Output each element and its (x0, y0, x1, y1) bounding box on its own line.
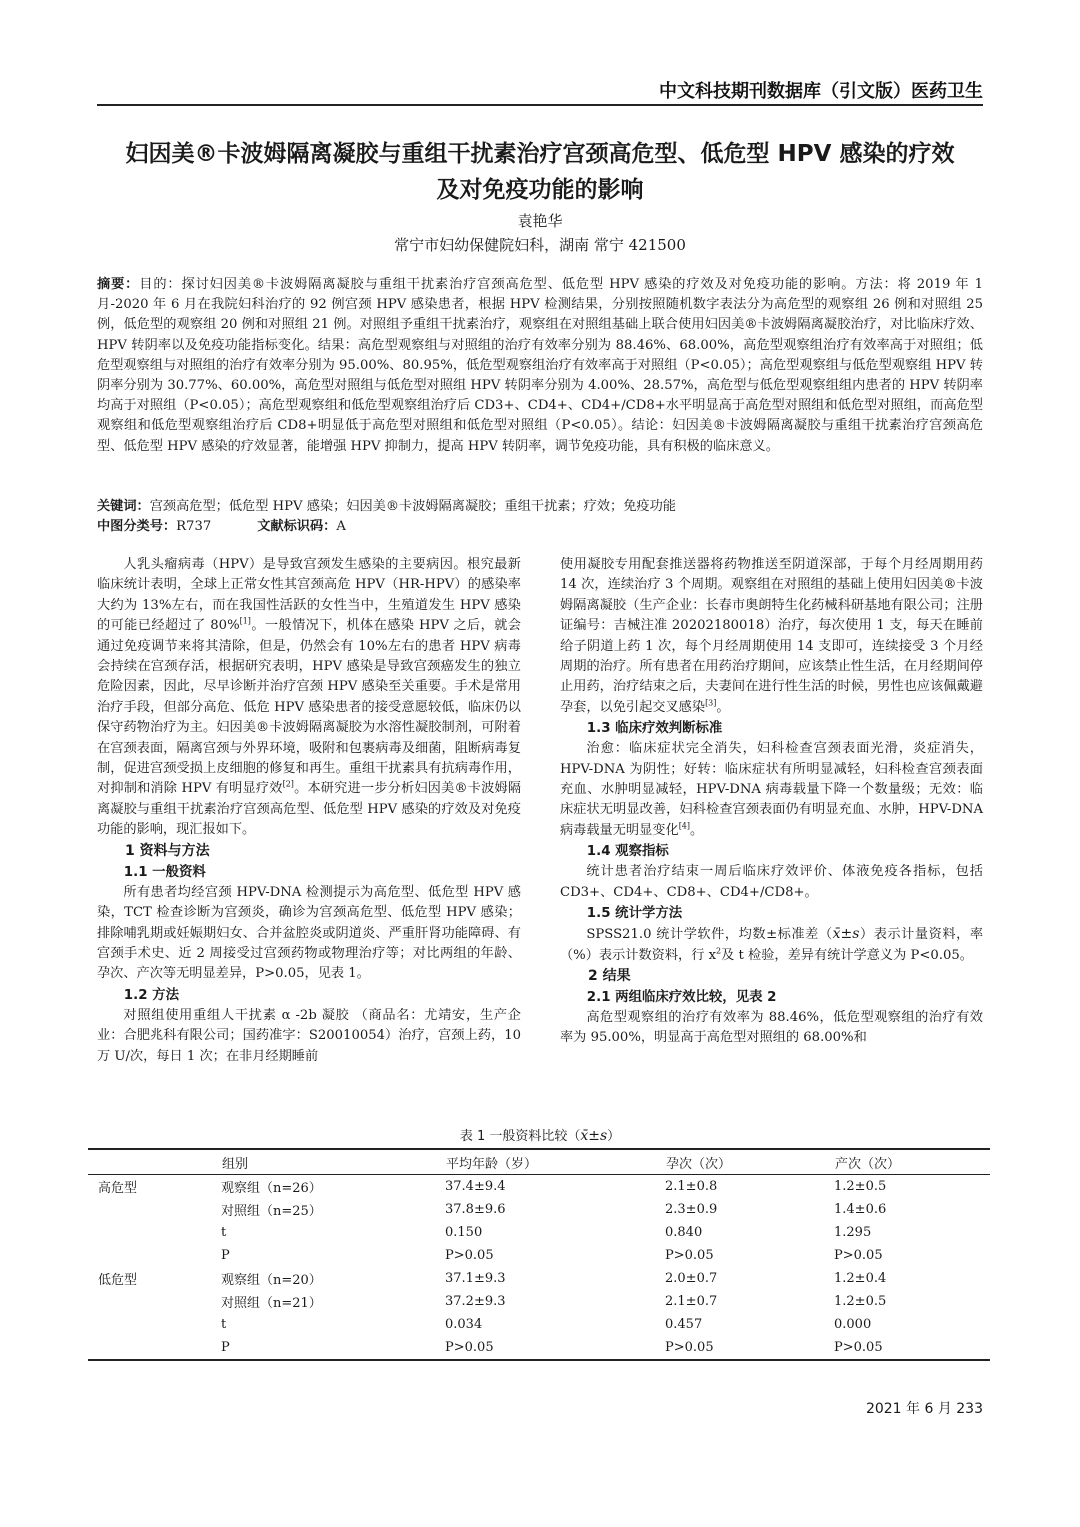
table-row: P P>0.05 P>0.05 P>0.05 (88, 1336, 990, 1360)
table-header (88, 1149, 221, 1175)
paragraph: 治愈：临床症状完全消失，妇科检查宫颈表面光滑，炎症消失，HPV-DNA 为阴性；好转：临床症状有所明显减轻，妇科检查宫颈表面充血、水肿明显减轻，HPV-DNA 病毒载量下降一个数量级；无效：临床症状无明显改善，妇科检查宫颈表面仍有明显充血、水肿，HPV-DNA 病毒载量无明显变化[4]。 (560, 741, 983, 838)
abstract-text: 目的：探讨妇因美®卡波姆隔离凝胶与重组干扰素治疗宫颈高危型、低危型 HPV 感染的疗效及对免疫功能的影响。方法：将 2019 年 1 月-2020 年 6 月在我院妇科治疗的 92 例宫颈 HPV 感染患者，根据 HPV 检测结果，分别按照随机数字表法分为高危型的观察组 26 例和对照组 25 例，低危型的观察组 20 例和对照组 21 例。对照组予重组干扰素治疗，观察组在对照组基础上联合使用妇因美®卡波姆隔离凝胶治疗，对比临床疗效、HPV 转阴率以及免疫功能指标变化。结果：高危型观察组与对照组的治疗有效率分别为 88.46%、68.00%，高危型观察组治疗有效率高于对照组；低危型观察组与对照组的治疗有效率分别为 95.00%、80.95%，低危型观察组治疗有效率高于对照组（P<0.05）；高危型观察组与低危型观察组 HPV 转阴率分别为 30.77%、60.00%，高危型对照组与低危型对照组 HPV 转阴率分别为 4.00%、28.57%，高危型与低危型观察组组内患者的 HPV 转阴率均高于对照组（P<0.05）；高危型观察组和低危型观察组治疗后 CD3+、CD4+、CD4+/CD8+水平明显高于高危型对照组和低危型对照组，而高危型观察组和低危型观察组治疗后 CD8+明显低于高危型对照组和低危型对照组（P<0.05）。结论：妇因美®卡波姆隔离凝胶与重组干扰素治疗宫颈高危型、低危型 HPV 感染的疗效显著，能增强 HPV 抑制力，提高 HPV 转阴率，调节免疫功能，具有积极的临床意义。 (97, 277, 984, 454)
subsection-heading: 1.3 临床疗效判断标准 (586, 721, 723, 737)
table-row: 高危型 观察组（n=26） 37.4±9.4 2.1±0.8 1.2±0.5 (98, 1179, 887, 1196)
page-footer: 2021 年 6 月 233 (865, 1401, 983, 1417)
table-row: 对照组（n=21） 37.2±9.3 2.1±0.7 1.2±0.5 (221, 1294, 887, 1311)
right-column (560, 555, 983, 1049)
section-heading: 1 资料与方法 (125, 842, 210, 859)
paragraph: 使用凝胶专用配套推送器将药物推送至阴道深部，于每个月经周期用药 14 次，连续治疗 3 个周期。观察组在对照组的基础上使用妇因美®卡波姆隔离凝胶（生产企业：长春市奥朗特生化药械科研基地有限公司；注册证编号：吉械注准 20202180018）治疗，每次使用 1 支，每天在睡前给子阴道上药 1 次，每个月经周期使用 14 支即可，连续接受 3 个月经周期的治疗。所有患者在用药治疗期间，应该禁止性生活，在月经期间停止用药，治疗结束之后，夫妻间在进行性生活的时候，男性也应该佩戴避孕套，以免引起交叉感染[3]。 (560, 557, 983, 715)
table-row: t 0.150 0.840 1.295 (221, 1225, 872, 1240)
table-header: 孕次（次） (665, 1149, 834, 1175)
clc-value: R737 (176, 519, 212, 534)
paragraph: 所有患者均经宫颈 HPV-DNA 检测提示为高危型、低危型 HPV 感染，TCT 检查诊断为宫颈炎，确诊为宫颈高危型、低危型 HPV 感染；排除哺乳期或妊娠期妇女、合并盆腔炎或阴道炎、严重肝肾功能障碍、有宫颈手术史、近 2 周接受过宫颈药物或物理治疗等；对比两组的年龄、孕次、产次等无明显差异，P>0.05，见表 1。 (97, 884, 521, 982)
paragraph: 高危型观察组的治疗有效率为 88.46%，低危型观察组的治疗有效率为 95.00%，明显高于高危型对照组的 68.00%和 (560, 1009, 983, 1046)
citation: [2] (282, 780, 294, 790)
doc-code-label: 文献标识码： (257, 519, 337, 534)
keywords (97, 497, 983, 517)
classification (97, 517, 983, 537)
title-line-2: 及对免疫功能的影响 (436, 177, 644, 203)
subsection-heading: 1.1 一般资料 (123, 864, 206, 880)
table-row: P P>0.05 P>0.05 P>0.05 (221, 1248, 883, 1263)
table-header-row (88, 1149, 990, 1175)
table-header: 平均年龄（岁） (445, 1149, 665, 1175)
subsection-heading: 1.4 观察指标 (586, 844, 669, 860)
abstract-label: 摘要： (97, 277, 140, 292)
table-row: t 0.034 0.457 0.000 (221, 1317, 872, 1332)
table-caption: 表 1 一般资料比较（x̄±s） (459, 1128, 621, 1144)
citation: [4] (678, 821, 691, 831)
table-row: 低危型 观察组（n=20） 37.1±9.3 2.0±0.7 1.2±0.4 (98, 1271, 887, 1288)
mean-sd-formula: x̄±s (832, 926, 860, 943)
table-row: 对照组（n=25） 37.8±9.6 2.3±0.9 1.4±0.6 (221, 1202, 887, 1219)
left-column (97, 555, 521, 1067)
subsection-heading: 1.5 统计学方法 (586, 906, 683, 922)
citation: [3] (705, 698, 717, 708)
data-table (88, 1148, 990, 1361)
citation: [1] (239, 616, 251, 626)
keywords-label: 关键词： (97, 499, 150, 514)
subsection-heading: 1.2 方法 (123, 987, 179, 1003)
abstract (97, 275, 983, 457)
paragraph: 统计患者治疗结束一周后临床疗效评价、体液免疫各指标，包括 CD3+、CD4+、CD8+、CD4+/CD8+。 (560, 864, 983, 900)
intro-paragraph: 人乳头瘤病毒（HPV）是导致宫颈发生感染的主要病因。根究最新临床统计表明，全球上正常女性其宫颈高危 HPV（HR-HPV）的感染率大约为 13%左右，而在我国性活跃的女性当中，生殖道发生 HPV 感染的可能已经超过了 80%[1]。一般情况下，机体在感染 HPV 之后，就会通过免疫调节来将其清除，但是，仍然会有 10%左右的患者 HPV 病毒会持续在宫颈存活，根据研究表明，HPV 感染是导致宫颈癌发生的独立危险因素，因此，尽早诊断并治疗宫颈 HPV 感染至关重要。手术是常用治疗手段，但部分高危、低危 HPV 感染患者的接受意愿较低，临床仍以保守药物治疗为主。妇因美®卡波姆隔离凝胶为水溶性凝胶制剂，可附着在宫颈表面，隔离宫颈与外界环境，吸附和包裹病毒及细菌，阻断病毒复制，促进宫颈受损上皮细胞的修复和再生。重组干扰素具有抗病毒作用，对抑制和消除 HPV 有明显疗效[2]。本研究进一步分析妇因美®卡波姆隔离凝胶与重组干扰素治疗宫颈高危型、低危型 HPV 感染的疗效及对免疫功能的影响，现汇报如下。 (97, 557, 522, 838)
keywords-text: 宫颈高危型；低危型 HPV 感染；妇因美®卡波姆隔离凝胶；重组干扰素；疗效；免疫功能 (149, 499, 676, 514)
affiliation: 常宁市妇幼保健院妇科，湖南 常宁 421500 (394, 236, 686, 254)
paper-title (60, 136, 1020, 208)
title-line-1: 妇因美®卡波姆隔离凝胶与重组干扰素治疗宫颈高危型、低危型 HPV 感染的疗效 (125, 141, 955, 167)
header-rule (97, 104, 983, 106)
paragraph: SPSS21.0 统计学软件，均数±标准差（x̄±s）表示计量资料，率（%）表示计数资料，行 $x^2$及 t 检验，差异有统计学意义为 P<0.05。 (560, 926, 983, 963)
author: 袁艳华 (517, 212, 563, 230)
section-heading: 2 结果 (588, 967, 631, 984)
journal-header: 中文科技期刊数据库（引文版）医药卫生 (659, 81, 983, 102)
doc-code-value: A (336, 519, 346, 534)
table-header: 产次（次） (834, 1149, 990, 1175)
clc-label: 中图分类号： (97, 519, 177, 534)
table-header: 组别 (221, 1149, 445, 1175)
paragraph: 对照组使用重组人干扰素 α -2b 凝胶 （商品名：尤靖安，生产企业：合肥兆科有限公司；国药准字：S20010054）治疗，宫颈上药，10 万 U/次，每日 1 次；在非月经期睡前 (97, 1007, 521, 1064)
subsection-heading: 2.1 两组临床疗效比较，见表 2 (586, 989, 777, 1005)
